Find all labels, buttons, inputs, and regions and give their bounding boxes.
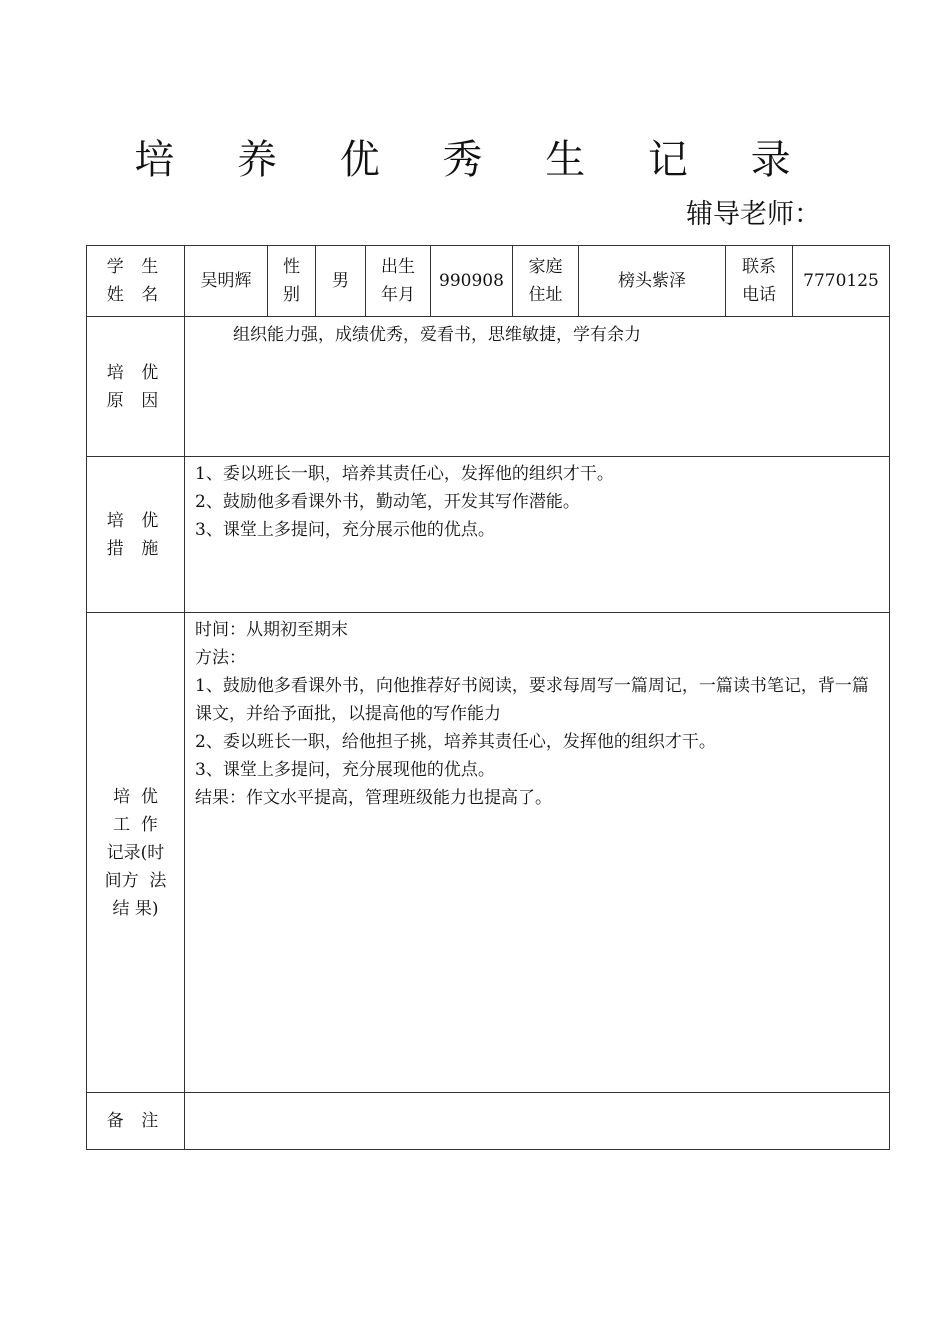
work-line: 结果：作文水平提高，管理班级能力也提高了。 — [195, 788, 552, 808]
work-line: 1、鼓励他多看课外书，向他推荐好书阅读，要求每周写一篇周记，一篇读书笔记，背一篇课文，并给予面批，以提高他的写作能力 — [195, 676, 869, 724]
measure-item: 3、课堂上多提问，充分展示他的优点。 — [195, 520, 495, 540]
address-label-line-2: 住址 — [528, 285, 563, 305]
address-value: 榜头紫泽 — [579, 246, 726, 317]
reason-label-line-1: 培 优 — [106, 362, 165, 383]
reason-label-cell — [87, 317, 185, 457]
birth-label-cell — [366, 246, 431, 317]
reason-row — [87, 317, 890, 457]
page-title: 培 养 优 秀 生 记 录 — [134, 137, 816, 183]
address-label-cell — [513, 246, 579, 317]
record-table — [86, 245, 890, 1150]
birth-label-line-2: 年月 — [381, 285, 415, 305]
birth-value: 990908 — [431, 246, 513, 317]
measures-row — [87, 457, 890, 613]
work-label-line-5: 结 果) — [112, 898, 159, 919]
reason-content — [185, 317, 890, 457]
measures-label-cell — [87, 457, 185, 613]
header-row — [87, 246, 890, 317]
work-label-line-1: 培 优 — [113, 786, 158, 807]
name-label-cell — [87, 246, 185, 317]
notes-label-cell — [87, 1093, 185, 1150]
gender-value: 男 — [316, 246, 366, 317]
phone-value: 7770125 — [793, 246, 890, 317]
phone-label-line-1: 联系 — [742, 257, 776, 277]
work-content — [185, 613, 890, 1093]
measures-label-line-1: 培 优 — [106, 510, 165, 531]
name-label-line-2: 姓 名 — [106, 285, 165, 305]
work-line: 时间：从期初至期末 — [195, 620, 348, 640]
birth-label-line-1: 出生 — [381, 257, 415, 277]
gender-label-cell — [268, 246, 316, 317]
name-value: 吴明辉 — [185, 246, 268, 317]
measures-content — [185, 457, 890, 613]
reason-label-line-2: 原 因 — [106, 390, 165, 411]
work-label-line-3: 记录(时 — [106, 842, 165, 863]
measure-item: 1、委以班长一职，培养其责任心，发挥他的组织才干。 — [195, 464, 614, 484]
gender-label-line-1: 性 — [283, 257, 300, 277]
phone-label-line-2: 电话 — [742, 285, 776, 305]
notes-row — [87, 1093, 890, 1150]
work-label-cell — [87, 613, 185, 1093]
work-label-line-4: 间方 法 — [104, 870, 167, 891]
work-line: 方法： — [195, 648, 246, 668]
work-label-line-2: 工 作 — [113, 814, 158, 835]
work-line: 3、课堂上多提问，充分展现他的优点。 — [195, 760, 495, 780]
reason-text: 组织能力强，成绩优秀，爱看书，思维敏捷，学有余力 — [233, 325, 641, 345]
notes-content — [185, 1093, 890, 1150]
tutor-teacher-label: 辅导老师： — [686, 199, 821, 230]
name-label-line-1: 学 生 — [106, 257, 165, 277]
measure-item: 2、鼓励他多看课外书，勤动笔，开发其写作潜能。 — [195, 492, 580, 512]
notes-label: 备 注 — [106, 1111, 165, 1131]
work-row — [87, 613, 890, 1093]
measures-label-line-2: 措 施 — [106, 538, 165, 559]
gender-label-line-2: 别 — [283, 285, 300, 305]
work-line: 2、委以班长一职，给他担子挑，培养其责任心，发挥他的组织才干。 — [195, 732, 716, 752]
phone-label-cell — [726, 246, 793, 317]
address-label-line-1: 家庭 — [528, 257, 563, 277]
